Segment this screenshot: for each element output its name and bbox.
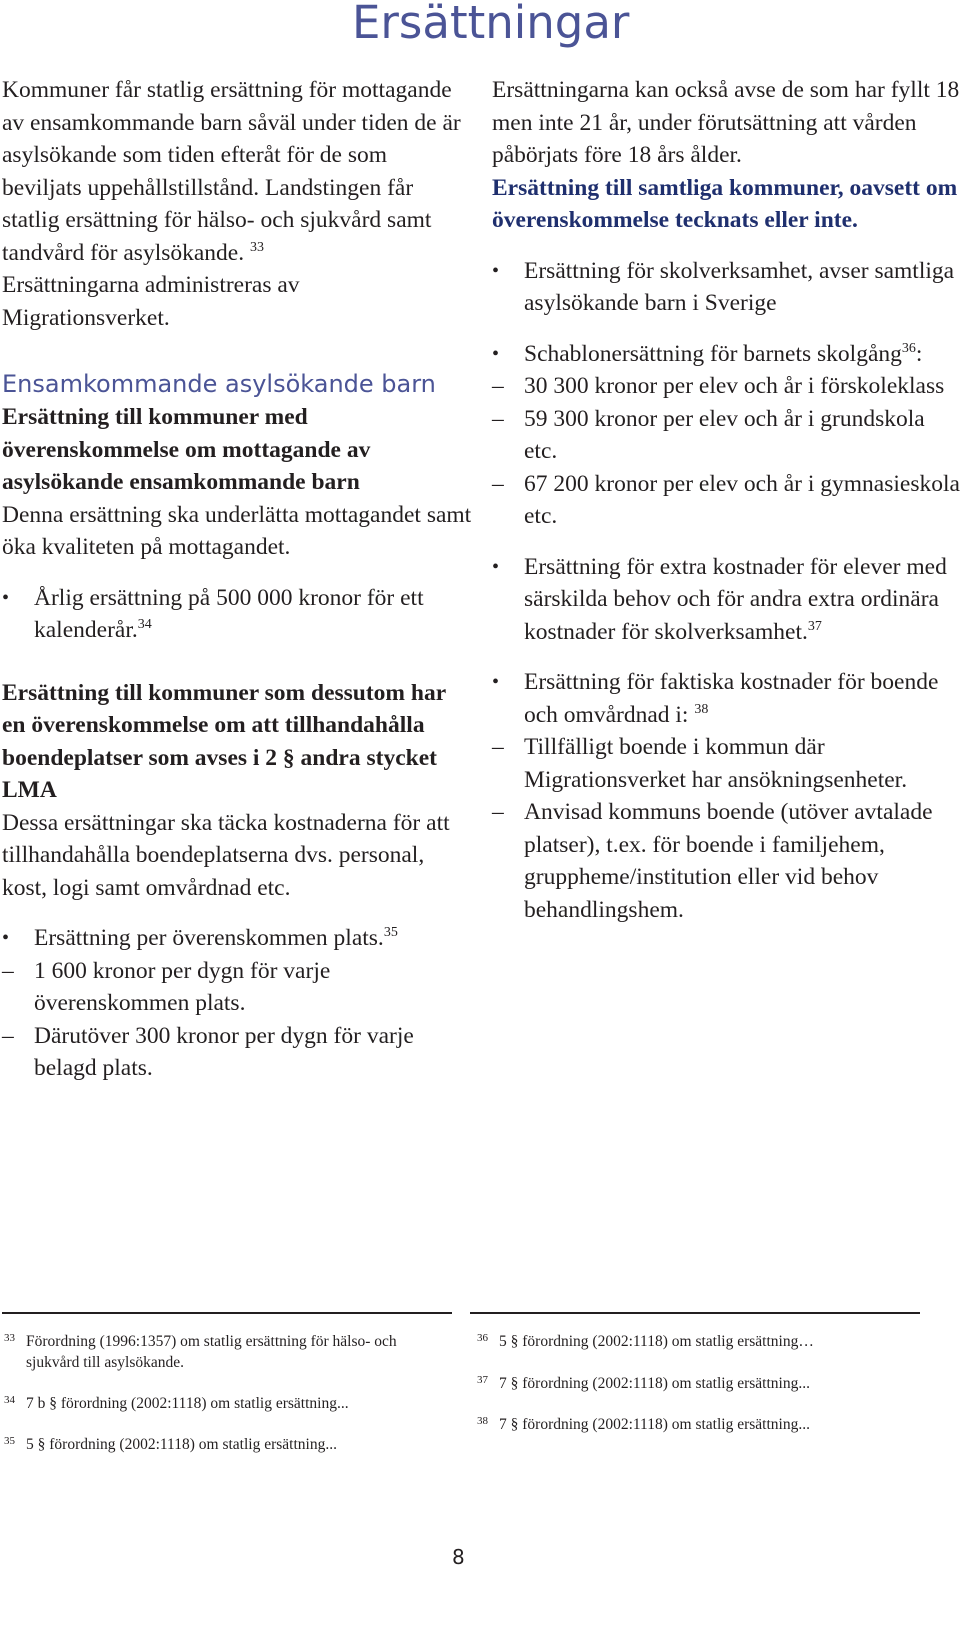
footnote-ref[interactable]: 34: [137, 617, 152, 633]
intro-paragraph: [2, 74, 472, 269]
footnote-number: 36: [477, 1332, 488, 1344]
footnote-text: 5 § förordning (2002:1118) om statlig ersättning...: [26, 1436, 337, 1453]
list-item: [2, 582, 472, 647]
page-number: 8: [452, 1545, 465, 1569]
page-title: Ersättningar: [352, 0, 630, 49]
list-item-text: Ersättning för faktiska kostnader för boende och omvårdnad i:: [524, 669, 939, 728]
bullet-list: [492, 255, 960, 320]
list-item: – 30 300 kronor per elev och år i förskoleklass: [492, 370, 960, 403]
footnote-text: 7 b § förordning (2002:1118) om statlig ersättning...: [26, 1395, 349, 1412]
footnote: [4, 1331, 424, 1373]
footnote-ref[interactable]: 33: [249, 239, 264, 255]
footnote-text: Förordning (1996:1357) om statlig ersättning för hälso- och sjukvård till asylsökande.: [26, 1333, 397, 1371]
list-item: • Ersättning för skolverksamhet, avser samtliga asylsökande barn i Sverige: [492, 255, 960, 320]
footnote-text: 7 § förordning (2002:1118) om statlig ersättning...: [499, 1416, 810, 1433]
footnote-number: 33: [4, 1332, 15, 1344]
list-item: – 1 600 kronor per dygn för varje överenskommen plats.: [2, 955, 472, 1020]
bullet-list: [492, 551, 960, 649]
right-bold-heading: Ersättning till samtliga kommuner, oavsett om överenskommelse tecknats eller inte.: [492, 174, 958, 233]
bullet-list: [2, 582, 472, 647]
intro-text: Kommuner får statlig ersättning för mottagande av ensamkommande barn såväl under tiden de är asylsökande som tiden efteråt för de som beviljats uppehållstillstånd. Landstingen får statlig ersättning för hälso- och sjukvård samt tandvård för asylsökande.: [2, 77, 461, 266]
footnote-text: 7 § förordning (2002:1118) om statlig ersättning...: [499, 1375, 810, 1392]
list-item: [492, 338, 960, 371]
list-item-text: Schablonersättning för barnets skolgång: [524, 340, 902, 367]
footnote: [477, 1414, 917, 1435]
footnote-number: 35: [4, 1435, 15, 1447]
right-column: [492, 74, 960, 926]
footnote-number: 37: [477, 1374, 488, 1386]
left-column: [2, 74, 472, 1085]
bullet-list: [492, 338, 960, 371]
intro-paragraph-2: Ersättningarna administreras av Migrationsverket.: [2, 272, 300, 331]
section-heading: Ensamkommande asylsökande barn: [2, 370, 436, 398]
list-item: – Tillfälligt boende i kommun där Migrationsverket har ansökningsenheter.: [492, 731, 960, 796]
list-item-suffix: :: [915, 340, 923, 367]
subsection-heading-1: Ersättning till kommuner med överenskommelse om mottagande av asylsökande ensamkommande barn: [2, 404, 371, 495]
dash-list: [492, 731, 960, 926]
footnote-ref[interactable]: 35: [383, 925, 398, 941]
list-item: – 59 300 kronor per elev och år i grundskola etc.: [492, 403, 960, 468]
list-item-text: Årlig ersättning på 500 000 kronor för ett kalenderår.: [34, 584, 424, 643]
list-item-text: Ersättning per överenskommen plats.: [34, 925, 384, 951]
list-item: – Därutöver 300 kronor per dygn för varje belagd plats.: [2, 1020, 472, 1085]
bullet-list: [2, 922, 472, 955]
footnote-divider: [470, 1312, 920, 1314]
list-item: [492, 666, 960, 731]
list-item: [492, 551, 960, 649]
footnote-number: 34: [4, 1394, 15, 1406]
dash-list: [2, 955, 472, 1085]
list-item: – 67 200 kronor per elev och år i gymnasieskola etc.: [492, 468, 960, 533]
footnote: [4, 1434, 424, 1455]
footnote-ref[interactable]: 37: [807, 618, 822, 634]
footnote-ref[interactable]: 36: [901, 340, 916, 356]
footnote: [477, 1373, 917, 1394]
footnote: [4, 1393, 424, 1414]
footnote-text: 5 § förordning (2002:1118) om statlig ersättning…: [499, 1333, 814, 1350]
list-item: [2, 922, 472, 955]
list-item: – Anvisad kommuns boende (utöver avtalade platser), t.ex. för boende i familjehem, gruppheme/institution eller vid behov behandlingshem.: [492, 796, 960, 926]
right-intro: Ersättningarna kan också avse de som har fyllt 18 men inte 21 år, under förutsättning att vården påbörjats före 18 års ålder.: [492, 77, 960, 168]
subsection-text-2: Dessa ersättningar ska täcka kostnaderna för att tillhandahålla boendeplatserna dvs. personal, kost, logi samt omvårdnad etc.: [2, 809, 450, 901]
subsection-text-1: Denna ersättning ska underlätta mottagandet samt öka kvaliteten på mottagandet.: [2, 501, 472, 560]
footnote: [477, 1331, 917, 1352]
dash-list: [492, 370, 960, 533]
footnote-divider: [2, 1312, 452, 1314]
footnote-ref[interactable]: 38: [694, 701, 709, 717]
footnote-number: 38: [477, 1415, 488, 1427]
bullet-list: [492, 666, 960, 731]
list-item-text: Ersättning för extra kostnader för elever med särskilda behov och för andra extra ordinära kostnader för skolverksamhet.: [524, 553, 947, 645]
subsection-heading-2: Ersättning till kommuner som dessutom har en överenskommelse om att tillhandahålla boendeplatser som avses i 2 § andra stycket LMA: [2, 679, 446, 803]
